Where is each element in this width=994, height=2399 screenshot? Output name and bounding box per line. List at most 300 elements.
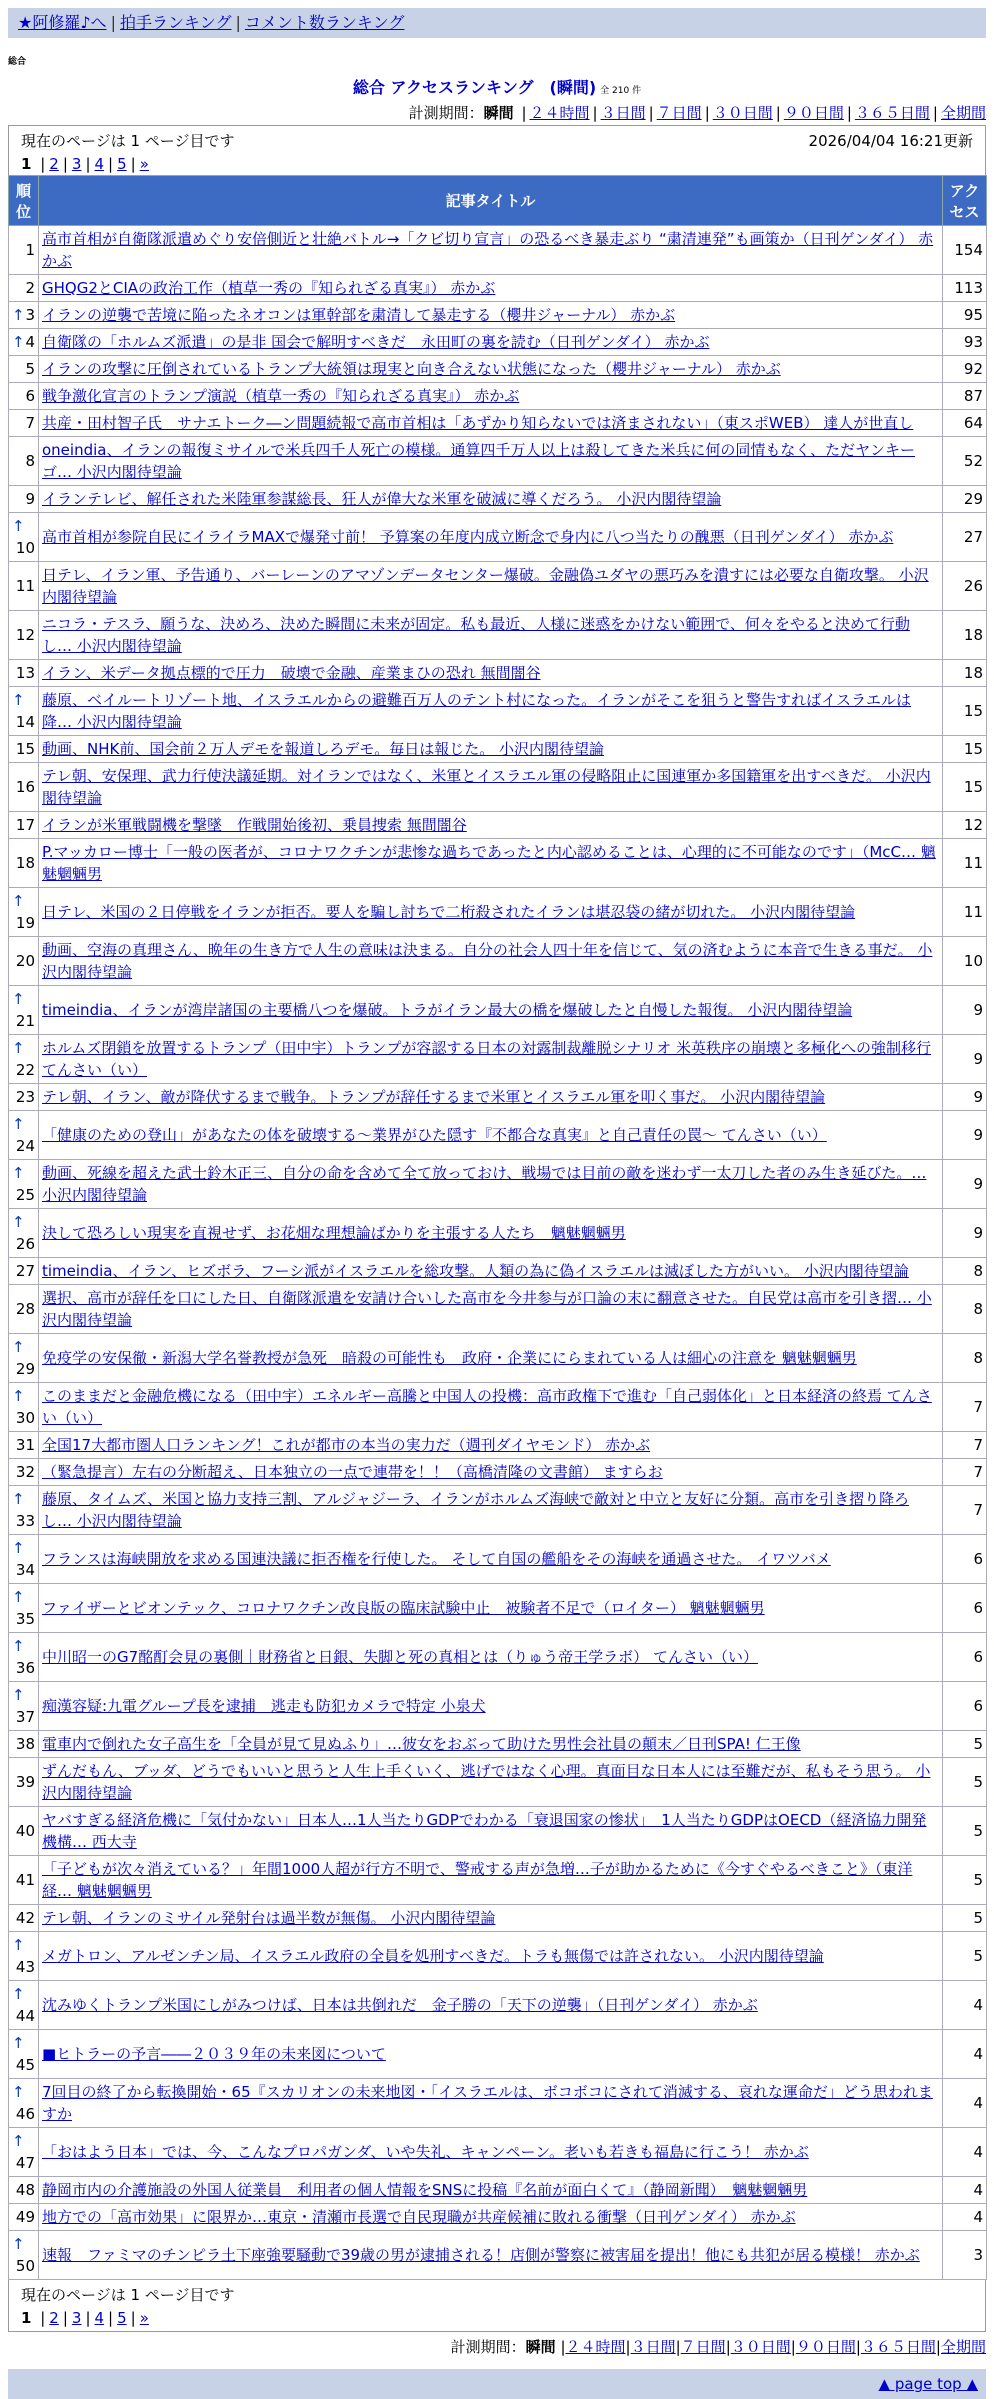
total-count: 全 210 件 <box>600 86 642 96</box>
rank-number: 40 <box>15 1822 35 1840</box>
header-rank: 順位 <box>9 176 39 226</box>
rank-cell <box>9 1932 39 1981</box>
period-link[interactable]: ３日間 <box>600 104 646 122</box>
title-cell <box>39 1209 943 1258</box>
table-row <box>9 1731 987 1758</box>
rank-up-arrow-icon: ↑ <box>12 1637 25 1655</box>
access-count: 4 <box>943 2128 987 2177</box>
period-link[interactable]: ９０日間 <box>795 2338 856 2356</box>
article-title-link[interactable]: テレ朝、イランのミサイル発射台は過半数が無傷。 小沢内閣待望論 <box>42 1909 496 1927</box>
title-cell <box>39 1807 943 1856</box>
page-separator: | <box>40 155 46 173</box>
page-link[interactable]: » <box>139 155 149 173</box>
rank-number: 35 <box>15 1610 35 1628</box>
rank-up-arrow-icon: ↑ <box>12 306 25 324</box>
table-row <box>9 383 987 410</box>
nav-home-link[interactable]: ★阿修羅♪へ <box>18 13 107 32</box>
period-separator: | <box>846 104 852 122</box>
access-count: 4 <box>943 2030 987 2079</box>
rank-number: 34 <box>15 1561 35 1579</box>
table-row <box>9 356 987 383</box>
nav-comment-ranking-link[interactable]: コメント数ランキング <box>244 13 405 32</box>
article-title-link[interactable]: ファイザーとビオンテック、コロナワクチン改良版の臨床試験中止 被験者不足で（ロイター） 魑魅魍魎男 <box>42 1599 765 1617</box>
nav-separator: | <box>235 13 241 32</box>
access-count: 113 <box>943 275 987 302</box>
rank-up-arrow-icon: ↑ <box>12 1338 25 1356</box>
article-title-link[interactable]: ホルムズ閉鎖を放置するトランプ（田中宇）トランプが容認する日本の対露制裁離脱シナリオ 米英秩序の崩壊と多極化への強制移行 てんさい（い） <box>42 1039 932 1079</box>
access-count: 9 <box>943 1035 987 1084</box>
article-title-link[interactable]: 沈みゆくトランプ米国にしがみつけば、日本は共倒れだ 金子勝の「天下の逆襲」（日刊ゲンダイ） 赤かぶ <box>42 1996 758 2014</box>
access-count: 5 <box>943 1758 987 1807</box>
rank-number: 41 <box>15 1871 35 1889</box>
article-title-link[interactable]: 戦争激化宣言のトランプ演説（植草一秀の『知られざる真実』） 赤かぶ <box>42 387 520 405</box>
title-cell <box>39 356 943 383</box>
rank-cell <box>9 2204 39 2231</box>
rank-cell <box>9 660 39 687</box>
access-count: 11 <box>943 839 987 888</box>
access-count: 5 <box>943 1856 987 1905</box>
period-link[interactable]: ３６５日間 <box>854 104 930 122</box>
title-cell <box>39 1084 943 1111</box>
access-count: 10 <box>943 937 987 986</box>
rank-cell <box>9 1633 39 1682</box>
title-cell <box>39 763 943 812</box>
rank-cell <box>9 410 39 437</box>
pager-bottom <box>8 2280 986 2332</box>
article-title-link[interactable]: 「おはよう日本」では、今、こんなプロパガンダ、いや失礼、キャンペーン。老いも若きも福島に行こう！ 赤かぶ <box>42 2143 809 2161</box>
title-cell <box>39 2030 943 2079</box>
article-title-link[interactable]: 高市首相が参院自民にイライラMAXで爆発寸前！ 予算案の年度内成立断念で身内に八つ当たりの醜悪（日刊ゲンダイ） 赤かぶ <box>42 528 894 546</box>
rank-cell <box>9 687 39 736</box>
table-row <box>9 275 987 302</box>
access-count: 29 <box>943 486 987 513</box>
title-cell <box>39 562 943 611</box>
rank-number: 48 <box>15 2181 35 2199</box>
period-link[interactable]: ７日間 <box>656 104 702 122</box>
access-count: 18 <box>943 611 987 660</box>
article-title-link[interactable]: イランの逆襲で苦境に陥ったネオコンは軍幹部を粛清して暴走する（櫻井ジャーナル） 赤かぶ <box>42 306 676 324</box>
article-title-link[interactable]: 中川昭一のG7酩酊会見の裏側｜財務省と日銀、失脚と死の真相とは（りゅう帝王学ラボ） てんさい（い） <box>42 1648 758 1666</box>
table-row <box>9 839 987 888</box>
pagination <box>21 155 973 173</box>
rank-number: 30 <box>15 1409 35 1427</box>
article-title-link[interactable]: P.マッカロー博士「一般の医者が、コロナワクチンが悲惨な過ちであったと内心認めることは、心理的に不可能なのです」（McC… 魑魅魍魎男 <box>42 843 936 883</box>
rank-up-arrow-icon: ↑ <box>12 2132 25 2150</box>
access-count: 3 <box>943 2231 987 2280</box>
page-separator: | <box>62 2309 68 2327</box>
article-title-link[interactable]: oneindia、イランの報復ミサイルで米兵四千人死亡の模様。通算四千万人以上は殺してきた米兵に何の同情もなく、ただヤンキーゴ… 小沢内閣待望論 <box>42 441 915 481</box>
rank-cell <box>9 1459 39 1486</box>
rank-cell <box>9 1258 39 1285</box>
period-current: 瞬間 <box>525 2338 556 2356</box>
rank-number: 46 <box>15 2105 35 2123</box>
rank-cell <box>9 937 39 986</box>
rank-cell <box>9 1334 39 1383</box>
article-title-link[interactable]: 「子どもが次々消えている？」年間1000人超が行方不明で、警戒する声が急増…子が助かるために《今すぐやるべきこと》（東洋経… 魑魅魍魎男 <box>42 1860 913 1900</box>
access-count: 8 <box>943 1258 987 1285</box>
article-title-link[interactable]: GHQG2とCIAの政治工作（植草一秀の『知られざる真実』） 赤かぶ <box>42 279 496 297</box>
rank-up-arrow-icon: ↑ <box>12 1039 25 1057</box>
page-current: 1 <box>21 2309 32 2327</box>
title-cell <box>39 1258 943 1285</box>
title-cell <box>39 383 943 410</box>
current-page-text: 現在のページは 1 ページ目です <box>21 132 235 150</box>
article-title-link[interactable]: 痴漢容疑:九電グループ長を逮捕 逃走も防犯カメラで特定 小泉犬 <box>42 1697 486 1715</box>
table-row <box>9 1258 987 1285</box>
period-separator: | <box>935 2338 941 2356</box>
article-title-link[interactable]: ■ヒトラーの予言――２０３９年の未来図について <box>42 2045 386 2063</box>
page-title: 総合 アクセスランキング (瞬間) <box>352 78 597 97</box>
rank-cell <box>9 763 39 812</box>
table-row <box>9 1432 987 1459</box>
table-row <box>9 1334 987 1383</box>
rank-cell <box>9 437 39 486</box>
access-count: 6 <box>943 1535 987 1584</box>
access-count: 7 <box>943 1383 987 1432</box>
article-title-link[interactable]: ニコラ・テスラ、願うな、決めろ、決めた瞬間に未来が固定。私も最近、人様に迷惑をかけない範囲で、何々をやると決めて行動し… 小沢内閣待望論 <box>42 615 910 655</box>
rank-number: 3 <box>25 306 35 324</box>
rank-up-arrow-icon: ↑ <box>12 1490 25 1508</box>
title-cell <box>39 1486 943 1535</box>
access-count: 6 <box>943 1584 987 1633</box>
rank-number: 45 <box>15 2056 35 2074</box>
title-cell <box>39 1383 943 1432</box>
rank-up-arrow-icon: ↑ <box>12 1387 25 1405</box>
article-title-link[interactable]: 日テレ、イラン軍、予告通り、バーレーンのアマゾンデータセンター爆破。金融偽ユダヤの悪巧みを潰すには必要な自衛攻撃。 小沢内閣待望論 <box>42 566 929 606</box>
article-title-link[interactable]: 地方での「高市効果」に限界か…東京・清瀬市長選で自民現職が共産候補に敗れる衝撃（日刊ゲンダイ） 赤かぶ <box>42 2208 796 2226</box>
period-link[interactable]: ３０日間 <box>730 2338 791 2356</box>
access-count: 11 <box>943 888 987 937</box>
page-link[interactable]: 3 <box>71 155 82 173</box>
rank-cell <box>9 513 39 562</box>
access-count: 154 <box>943 226 987 275</box>
article-title-link[interactable]: イランテレビ、解任された米陸軍参謀総長、狂人が偉大な米軍を破滅に導くだろう。 小沢内閣待望論 <box>42 490 722 508</box>
period-link[interactable]: ３６５日間 <box>860 2338 936 2356</box>
title-cell <box>39 486 943 513</box>
access-count: 9 <box>943 1084 987 1111</box>
top-nav <box>8 8 986 38</box>
header-title: 記事タイトル <box>39 176 943 226</box>
page-top-link[interactable]: ▲ page top ▲ <box>878 2375 978 2393</box>
rank-up-arrow-icon: ↑ <box>12 1213 25 1231</box>
table-row <box>9 888 987 937</box>
table-row <box>9 736 987 763</box>
access-count: 26 <box>943 562 987 611</box>
table-row <box>9 2079 987 2128</box>
article-title-link[interactable]: 動画、死線を超えた武士鈴木正三、自分の命を含めて全て放っておけ、戦場では目前の敵を迷わず一太刀した者のみ生き延びた。… 小沢内閣待望論 <box>42 1164 927 1204</box>
section-label: 総合 <box>8 57 27 67</box>
rank-up-arrow-icon: ↑ <box>12 1936 25 1954</box>
table-row <box>9 562 987 611</box>
page-separator: | <box>130 155 136 173</box>
title-cell <box>39 986 943 1035</box>
access-count: 4 <box>943 1981 987 2030</box>
article-title-link[interactable]: ヤバすぎる経済危機に「気付かない」日本人…1人当たりGDPでわかる「衰退国家の惨状」 1人当たりGDPはOECD（経済協力開発機構… 西大寺 <box>42 1811 927 1851</box>
rank-number: 25 <box>15 1186 35 1204</box>
article-title-link[interactable]: 自衛隊の「ホルムズ派遣」の是非 国会で解明すべきだ 永田町の裏を読む（日刊ゲンダイ） 赤かぶ <box>42 333 710 351</box>
header-access: アクセス <box>943 176 987 226</box>
title-cell <box>39 812 943 839</box>
period-link[interactable]: ２４時間 <box>529 104 590 122</box>
access-count: 5 <box>943 1905 987 1932</box>
article-title-link[interactable]: 藤原、ベイルートリゾート地、イスラエルからの避難百万人のテント村になった。イランがそこを狙うと警告すればイスラエルは降… 小沢内閣待望論 <box>42 691 911 731</box>
rank-number: 36 <box>15 1659 35 1677</box>
title-cell <box>39 2079 943 2128</box>
rank-number: 22 <box>15 1061 35 1079</box>
period-link[interactable]: ２４時間 <box>565 2338 626 2356</box>
article-title-link[interactable]: イランが米軍戦闘機を撃墜 作戦開始後初、乗員捜索 無間闇谷 <box>42 816 467 834</box>
rank-cell <box>9 1209 39 1258</box>
table-row <box>9 2177 987 2204</box>
period-separator: | <box>790 2338 796 2356</box>
table-row <box>9 302 987 329</box>
table-row <box>9 1633 987 1682</box>
article-title-link[interactable]: 「健康のための登山」があなたの体を破壊する〜業界がひた隠す『不都合な真実』と自己責任の罠〜 てんさい（い） <box>42 1126 827 1144</box>
page-link[interactable]: 2 <box>49 2309 59 2327</box>
page-separator: | <box>108 2309 114 2327</box>
article-title-link[interactable]: テレ朝、イラン、敵が降伏するまで戦争。トランプが辞任するまで米軍とイスラエル軍を叩く事だ。 小沢内閣待望論 <box>42 1088 826 1106</box>
table-row <box>9 1981 987 2030</box>
title-cell <box>39 226 943 275</box>
page-link[interactable]: » <box>139 2309 149 2327</box>
article-title-link[interactable]: timeindia、イランが湾岸諸国の主要橋八つを爆破。トラがイラン最大の橋を爆破したと自慢した報復。 小沢内閣待望論 <box>42 1001 853 1019</box>
rank-number: 26 <box>15 1235 35 1253</box>
access-count: 6 <box>943 1633 987 1682</box>
rank-cell <box>9 2030 39 2079</box>
table-row <box>9 937 987 986</box>
rank-up-arrow-icon: ↑ <box>12 1686 25 1704</box>
rank-number: 14 <box>15 713 35 731</box>
article-title-link[interactable]: テレ朝、安保理、武力行使決議延期。対イランではなく、米軍とイスラエル軍の侵略阻止に国連軍か多国籍軍を出すべきだ。 小沢内閣待望論 <box>42 767 931 807</box>
page-link[interactable]: 3 <box>71 2309 82 2327</box>
article-title-link[interactable]: 全国17大都市圏人口ランキング！これが都市の本当の実力だ（週刊ダイヤモンド） 赤かぶ <box>42 1436 651 1454</box>
article-title-link[interactable]: 速報 ファミマのチンピラ土下座強要騒動で39歳の男が逮捕される！店側が警察に被害届を提出！他にも共犯が居る模様！ 赤かぶ <box>42 2246 920 2264</box>
period-separator: | <box>932 104 938 122</box>
updated-timestamp: 2026/04/04 16:21更新 <box>808 132 973 150</box>
article-title-link[interactable]: （緊急提言）左右の分断超え、日本独立の一点で連帯を！！（高橋清隆の文書館） ますらお <box>42 1463 663 1481</box>
rank-cell <box>9 1035 39 1084</box>
period-selector-bottom <box>0 2336 986 2357</box>
page-title-wrap <box>0 75 994 98</box>
access-count: 95 <box>943 302 987 329</box>
title-cell <box>39 1682 943 1731</box>
rank-number: 12 <box>15 626 35 644</box>
page-link[interactable]: 4 <box>94 2309 105 2327</box>
table-row <box>9 1160 987 1209</box>
rank-number: 24 <box>15 1137 35 1155</box>
article-title-link[interactable]: フランスは海峡開放を求める国連決議に拒否権を行使した。 そして自国の艦船をその海峡を通過させた。 イワツバメ <box>42 1550 831 1568</box>
current-page-text-bottom: 現在のページは 1 ページ目です <box>21 2286 235 2304</box>
rank-number: 19 <box>15 914 35 932</box>
rank-number: 13 <box>15 664 35 682</box>
rank-number: 4 <box>25 333 35 351</box>
period-separator: | <box>704 104 710 122</box>
title-cell <box>39 329 943 356</box>
article-title-link[interactable]: 電車内で倒れた女子高生を「全員が見て見ぬふり」…彼女をおぶって助けた男性会社員の顛末／日刊SPA! 仁王像 <box>42 1735 801 1753</box>
rank-up-arrow-icon: ↑ <box>12 517 25 535</box>
rank-up-arrow-icon: ↑ <box>12 2083 25 2101</box>
access-count: 7 <box>943 1432 987 1459</box>
article-title-link[interactable]: このままだと金融危機になる（田中宇）エネルギー高騰と中国人の投機：高市政権下で進む「自己弱体化」と日本経済の終焉 てんさい（い） <box>42 1387 932 1427</box>
table-row <box>9 513 987 562</box>
rank-cell <box>9 736 39 763</box>
rank-up-arrow-icon: ↑ <box>12 691 25 709</box>
rank-cell <box>9 1160 39 1209</box>
table-row <box>9 763 987 812</box>
table-row <box>9 812 987 839</box>
article-title-link[interactable]: 免疫学の安保徹・新潟大学名誉教授が急死 暗殺の可能性も 政府・企業ににらまれている人は細心の注意を 魑魅魍魎男 <box>42 1349 857 1367</box>
rank-number: 44 <box>15 2007 35 2025</box>
page-separator: | <box>130 2309 136 2327</box>
period-separator: | <box>521 104 527 122</box>
table-row <box>9 486 987 513</box>
rank-cell <box>9 1111 39 1160</box>
article-title-link[interactable]: 共産・田村智子氏 サナエトーク―ン問題続報で高市首相は「あずかり知らないでは済まされない」（東スポWEB） 達人が世直し <box>42 414 914 432</box>
period-link[interactable]: ９０日間 <box>783 104 844 122</box>
rank-cell <box>9 1285 39 1334</box>
page-current: 1 <box>21 155 32 173</box>
article-title-link[interactable]: 動画、空海の真理さん、晩年の生き方で人生の意味は決まる。自分の社会人四十年を信じて、気の済むように本音で生きる事だ。 小沢内閣待望論 <box>42 941 933 981</box>
rank-cell <box>9 1383 39 1432</box>
period-link[interactable]: 全期間 <box>940 2338 986 2356</box>
title-cell <box>39 1035 943 1084</box>
rank-number: 6 <box>25 387 35 405</box>
rank-number: 15 <box>15 740 35 758</box>
article-title-link[interactable]: イラン、米データ拠点標的で圧力 破壊で金融、産業まひの恐れ 無間闇谷 <box>42 664 541 682</box>
pager-top <box>8 125 986 175</box>
access-count: 8 <box>943 1334 987 1383</box>
page-link[interactable]: 5 <box>117 155 127 173</box>
table-row <box>9 1084 987 1111</box>
access-count: 9 <box>943 1209 987 1258</box>
nav-separator: | <box>110 13 116 32</box>
page-separator: | <box>62 155 68 173</box>
article-title-link[interactable]: メガトロン、アルゼンチン局、イスラエル政府の全員を処刑すべきだ。トラも無傷では許されない。 小沢内閣待望論 <box>42 1947 824 1965</box>
article-title-link[interactable]: ずんだもん、ブッダ、どうでもいいと思うと人生上手くいく、逃げではなく心理。真面目な日本人には至難だが、私もそう思う。 小沢内閣待望論 <box>42 1762 931 1802</box>
table-row <box>9 986 987 1035</box>
rank-cell <box>9 1084 39 1111</box>
page-link[interactable]: 5 <box>117 2309 127 2327</box>
period-link[interactable]: ７日間 <box>680 2338 726 2356</box>
period-link[interactable]: 全期間 <box>940 104 986 122</box>
article-title-link[interactable]: 選択、高市が辞任を口にした日、自衛隊派遣を安請け合いした高市を今井参与が口論の末に翻意させた。自民党は高市を引き摺… 小沢内閣待望論 <box>42 1289 932 1329</box>
rank-cell <box>9 2128 39 2177</box>
table-row <box>9 1932 987 1981</box>
rank-number: 7 <box>25 414 35 432</box>
rank-number: 17 <box>15 816 35 834</box>
page-link[interactable]: 4 <box>94 155 105 173</box>
pagination-bottom <box>21 2309 973 2327</box>
title-cell <box>39 1432 943 1459</box>
rank-cell <box>9 888 39 937</box>
footer-bar <box>8 2369 986 2399</box>
rank-cell <box>9 1535 39 1584</box>
table-row <box>9 1807 987 1856</box>
period-separator: | <box>675 2338 681 2356</box>
title-cell <box>39 1758 943 1807</box>
period-separator: | <box>560 2338 566 2356</box>
period-separator: | <box>775 104 781 122</box>
title-cell <box>39 302 943 329</box>
article-title-link[interactable]: 7回目の終了から転換開始・65『スカリオンの未来地図・「イスラエルは、ボコボコにされて消滅する、哀れな運命だ」どう思われますか <box>42 2083 933 2123</box>
period-link[interactable]: ３０日間 <box>712 104 773 122</box>
rank-number: 9 <box>25 490 35 508</box>
rank-number: 18 <box>15 854 35 872</box>
rank-number: 29 <box>15 1360 35 1378</box>
table-row <box>9 1383 987 1432</box>
rank-number: 27 <box>15 1262 35 1280</box>
access-count: 4 <box>943 2204 987 2231</box>
page-link[interactable]: 2 <box>49 155 59 173</box>
title-cell <box>39 1334 943 1383</box>
table-row <box>9 1035 987 1084</box>
rank-cell <box>9 1758 39 1807</box>
rank-number: 5 <box>25 360 35 378</box>
rank-up-arrow-icon: ↑ <box>12 333 25 351</box>
access-count: 7 <box>943 1459 987 1486</box>
period-prefix: 計測期間： <box>408 104 484 122</box>
article-title-link[interactable]: 藤原、タイムズ、米国と協力支持三割、アルジャジーラ、イランがホルムズ海峡で敵対と中立と友好に分類。高市を引き摺り降ろし… 小沢内閣待望論 <box>42 1490 910 1530</box>
table-row <box>9 660 987 687</box>
article-title-link[interactable]: 日テレ、米国の２日停戦をイランが拒否。要人を騙し討ちで二桁殺されたイランは堪忍袋の緒が切れた。 小沢内閣待望論 <box>42 903 856 921</box>
rank-number: 42 <box>15 1909 35 1927</box>
rank-up-arrow-icon: ↑ <box>12 1985 25 2003</box>
title-cell <box>39 437 943 486</box>
access-count: 7 <box>943 1486 987 1535</box>
table-row <box>9 437 987 486</box>
nav-applause-ranking-link[interactable]: 拍手ランキング <box>119 13 232 32</box>
rank-number: 49 <box>15 2208 35 2226</box>
title-cell <box>39 1633 943 1682</box>
article-title-link[interactable]: 静岡市内の介護施設の外国人従業員 利用者の個人情報をSNSに投稿『名前が面白くて』（静岡新聞） 魑魅魍魎男 <box>42 2181 808 2199</box>
article-title-link[interactable]: timeindia、イラン、ヒズボラ、フーシ派がイスラエルを総攻撃。人類の為に偽イスラエルは滅ぼした方がいい。 小沢内閣待望論 <box>42 1262 909 1280</box>
table-row <box>9 1856 987 1905</box>
page-separator: | <box>85 2309 91 2327</box>
period-separator: | <box>592 104 598 122</box>
access-count: 87 <box>943 383 987 410</box>
rank-number: 28 <box>15 1300 35 1318</box>
table-row <box>9 1584 987 1633</box>
rank-up-arrow-icon: ↑ <box>12 1539 25 1557</box>
article-title-link[interactable]: 動画、NHK前、国会前２万人デモを報道しろデモ。毎日は報じた。 小沢内閣待望論 <box>42 740 604 758</box>
title-cell <box>39 839 943 888</box>
rank-cell <box>9 356 39 383</box>
access-count: 5 <box>943 1807 987 1856</box>
table-row <box>9 2204 987 2231</box>
rank-cell <box>9 611 39 660</box>
access-count: 15 <box>943 736 987 763</box>
table-row <box>9 1905 987 1932</box>
rank-number: 21 <box>15 1012 35 1030</box>
rank-up-arrow-icon: ↑ <box>12 1115 25 1133</box>
table-row <box>9 1285 987 1334</box>
period-link[interactable]: ３日間 <box>630 2338 676 2356</box>
rank-cell <box>9 1682 39 1731</box>
article-title-link[interactable]: イランの攻撃に圧倒されているトランプ大統領は現実と向き合えない状態になった（櫻井ジャーナル） 赤かぶ <box>42 360 781 378</box>
table-row <box>9 1535 987 1584</box>
title-cell <box>39 1932 943 1981</box>
table-row <box>9 1111 987 1160</box>
title-cell <box>39 736 943 763</box>
rank-cell <box>9 562 39 611</box>
article-title-link[interactable]: 決して恐ろしい現実を直視せず、お花畑な理想論ばかりを主張する人たち 魑魅魍魎男 <box>42 1224 626 1242</box>
rank-up-arrow-icon: ↑ <box>12 1588 25 1606</box>
title-cell <box>39 513 943 562</box>
title-cell <box>39 1111 943 1160</box>
article-title-link[interactable]: 高市首相が自衛隊派遣めぐり安倍側近と壮絶バトル→「クビ切り宣言」の恐るべき暴走ぶり “粛清連発”も画策か（日刊ゲンダイ） 赤かぶ <box>42 230 934 270</box>
rank-cell <box>9 2177 39 2204</box>
rank-up-arrow-icon: ↑ <box>12 1164 25 1182</box>
